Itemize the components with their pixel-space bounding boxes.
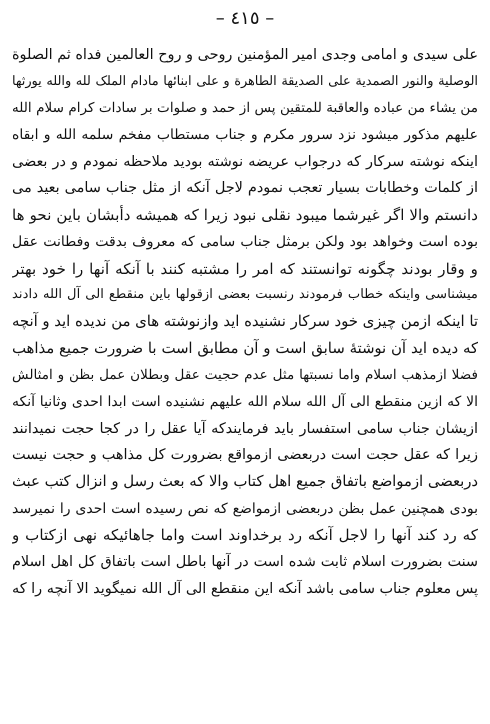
text-line: میشناسی واینکه خطاب فرمودند رنسبت بعضی ازقولها باین منقطع الی آل الله دادند	[12, 287, 478, 303]
text-line: اینکه نوشته سرکار که درجواب عریضه نوشته بودید ملاحظه نمودم و در بعضی	[12, 153, 478, 170]
text-line: بوده است وخواهد بود ولکن برمثل جناب سامی که معروف بدقت وفطانت عقل	[12, 233, 478, 250]
text-line: از کلمات وخطابات بسیار تعجب نمودم لاجل آنکه از مثل جناب سامی بعید می	[12, 180, 478, 197]
text-line: که رد کند آنها را لاجل آنکه رد برخداوند است واما جاهائیکه نهی ازکتاب و	[12, 526, 478, 545]
text-line: زیرا که عقل حجت است دربعضی ازمواقع بضرورت کل مذاهب و حجت نیست	[12, 447, 478, 464]
text-line: ازیشان جناب سامی استفسار باید فرمایندکه آیا عقل را در کجا حجت نمیدانند	[12, 420, 478, 437]
text-line: الا که ازین منقطع الی آل الله سلام الله علیهم نشنیده است ابدا احدی وثانیا آنکه	[12, 393, 478, 410]
text-line: علیهم مذکور میشود نزد سرور مکرم و جناب مستطاب مفخم سلمه الله و ابقاه	[12, 127, 478, 144]
text-line: الوصلیة والنور الصمدیة علی الصدیقة الطاهرة و علی ابنائها مادام الملک لله والله یورثها	[12, 73, 478, 89]
page-number: – ٤١٥ –	[215, 8, 275, 29]
text-line: فضلا ازمذهب اسلام واما نسبتها مثل عدم حجیت عقل وبطلان عمل بظن و امثالش	[12, 367, 478, 384]
text-line: پس معلوم جناب سامی باشد آنکه این منقطع الی آل الله نمیگوید الا آنچه را که	[12, 580, 478, 597]
text-line: بودی همچنین عمل بظن دربعضی ازمواضع که نص رسیده است احدی را نمیرسد	[12, 500, 478, 517]
text-line: تا اینکه ازمن چیزی خود سرکار نشنیده اید وازنوشته های من ندیده اید و آنچه	[12, 312, 478, 330]
text-line: سنت بضرورت اسلام ثابت شده است در آنها باطل است باتفاق کل اهل اسلام	[12, 554, 478, 571]
text-line: دانستم والا اگر غیرشما میبود نقلی نبود زیرا که همیشه دأبشان باین نحو ها	[12, 206, 478, 225]
text-line: و وقار بودند چگونه توانستند که امر را مشتبه کنند با آنکه آنها را خود بهتر	[12, 259, 478, 278]
text-line: دربعضی ازمواضع باتفاق جمیع اهل کتاب والا که بعث رسل و انزال کتب عبث	[12, 473, 478, 490]
text-line: علی سیدی و امامی وجدی امیر المؤمنین روحی و روح العالمین فداه ثم الصلوة	[12, 47, 478, 63]
text-line: من یشاء من عباده والعاقبة للمتقین پس از حمد و صلوات بر سادات کرام سلام الله	[12, 100, 478, 117]
text-line: که دیده اید آن نوشتهٔ سابق است و آن مطابق است با ضرورت جمیع مذاهب	[12, 339, 478, 357]
body-text	[12, 42, 478, 602]
